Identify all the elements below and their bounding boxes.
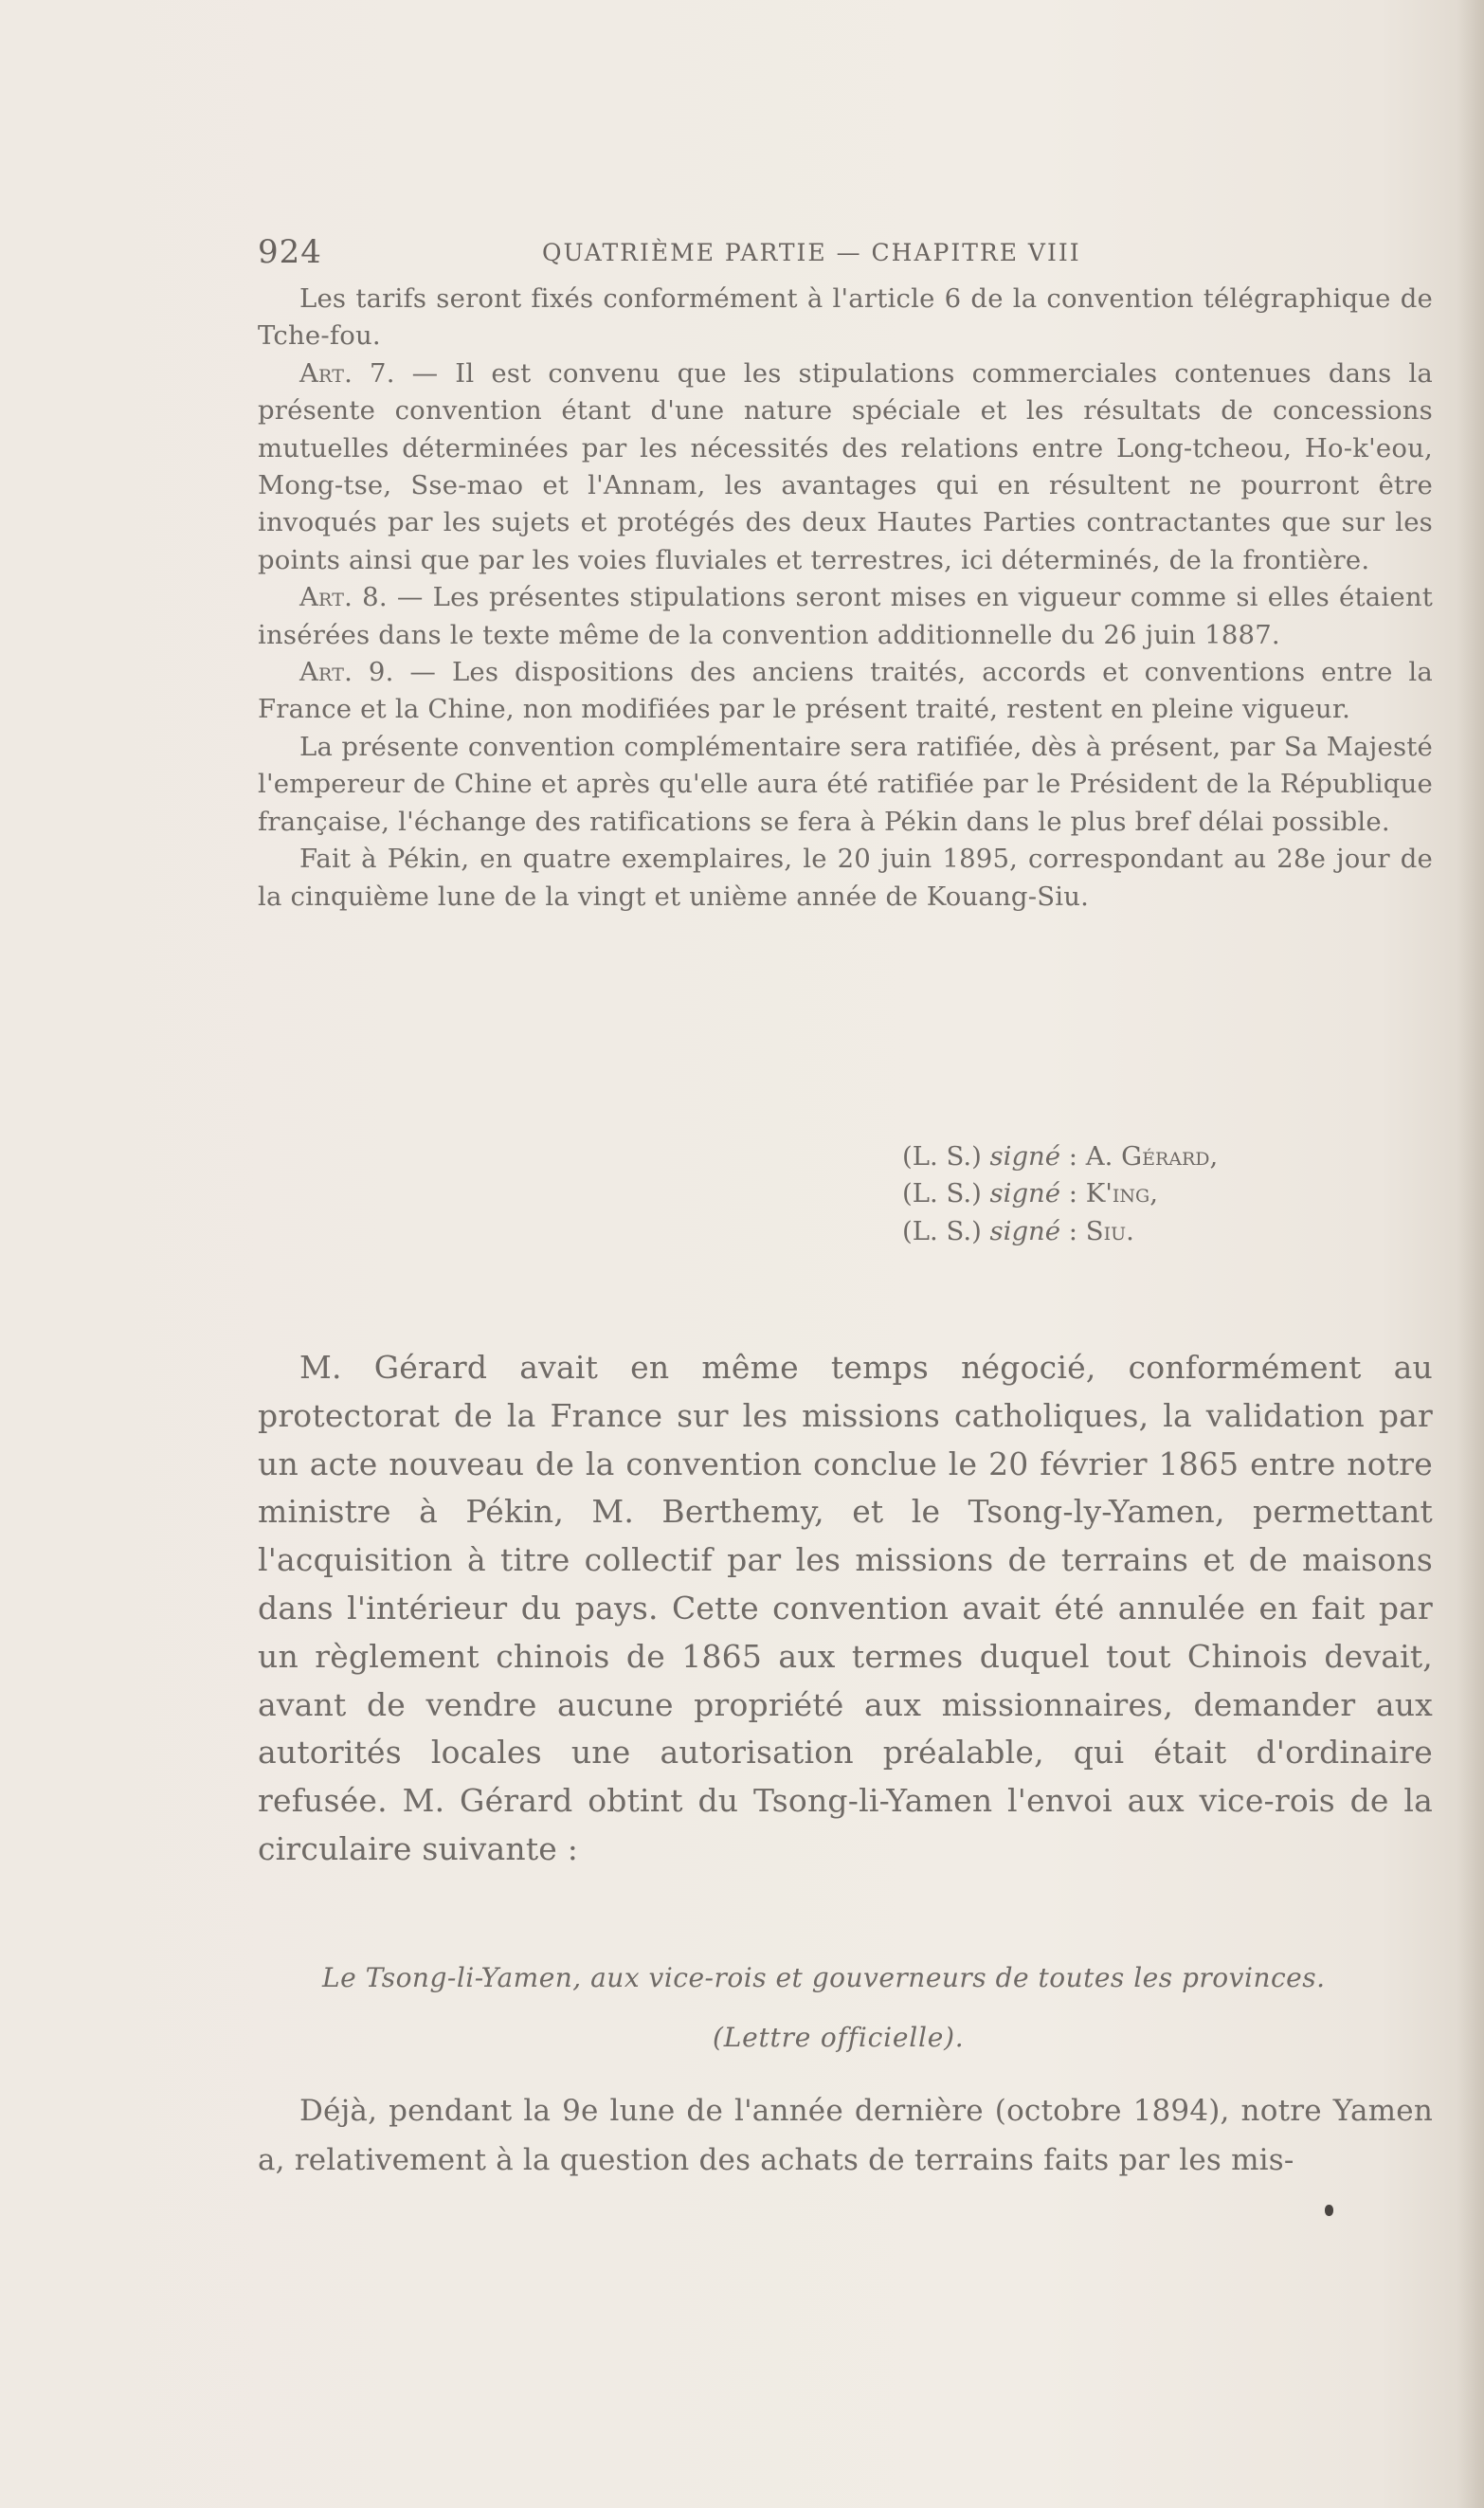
signatory-name: Siu.	[1085, 1215, 1134, 1246]
circular-subtitle: (Lettre officielle).	[713, 2022, 965, 2053]
narrative-paragraph: M. Gérard avait en même temps négocié, conformément au protectorat de la France sur les missions catholiques, la validation par un acte nouveau de la convention conclue le 20 février 1865 entre notre ministre à Pékin, M. Berthemy, et le Tsong-ly-Yamen, permettant l'acquisition à titre collectif par les missions de terrains et de maisons dans l'intérieur du pays. Cette convention avait été annulée en fait par un règlement chinois de 1865 aux termes duquel tout Chinois devait, avant de vendre aucune propriété aux missionnaires, demander aux autorités locales une autorisation préalable, qui était d'ordinaire refusée. M. Gérard obtint du Tsong-li-Yamen l'envoi aux vice-rois de la circulaire suivante :	[258, 1349, 1433, 1867]
signe-label: signé	[989, 1178, 1061, 1209]
signe-label: signé	[989, 1141, 1061, 1172]
treaty-paragraph-ratification: La présente convention complémentaire sera ratifiée, dès à présent, par Sa Majesté l'empereur de Chine et après qu'elle aura été ratifiée par le Président de la République française, l'échange des ratifications se fera à Pékin dans le plus bref délai possible.	[258, 731, 1433, 837]
circular-title: Le Tsong-li-Yamen, aux vice-rois et gouverneurs de toutes les provinces.	[322, 1962, 1326, 1993]
article-9-label: Art. 9.	[299, 657, 394, 688]
treaty-paragraph-fait: Fait à Pékin, en quatre exemplaires, le 20 juin 1895, correspondant au 28e jour de la cinquième lune de la vingt et unième année de Kouang-Siu.	[258, 844, 1433, 912]
treaty-paragraph-tarifs: Les tarifs seront fixés conformément à l'article 6 de la convention télégraphique de Tche-fou.	[258, 283, 1433, 352]
seal-mark: (L. S.)	[902, 1141, 990, 1172]
signature-line	[902, 1138, 1218, 1175]
signature-separator: :	[1060, 1178, 1086, 1209]
article-9-text: — Les dispositions des anciens traités, accords et conventions entre la France et la Chine, non modifiées par le présent traité, restent en pleine vigueur.	[258, 657, 1434, 725]
book-spine-shadow	[1457, 0, 1484, 2508]
treaty-text	[258, 281, 1433, 916]
article-7-label: Art. 7.	[299, 357, 395, 389]
signature-line	[902, 1175, 1218, 1212]
article-7	[258, 355, 1433, 579]
article-7-text: — Il est convenu que les stipulations commerciales contenues dans la présente convention étant d'une nature spéciale et les résultats de concessions mutuelles déterminées par les nécessités des relations entre Long-tcheou, Ho-k'eou, Mong-tse, Sse-mao et l'Annam, les avantages qui en résultent ne pourront être invoqués par les sujets et protégés des deux Hautes Parties contractantes que sur les points ainsi que par les voies fluviales et terrestres, ici déterminés, de la frontière.	[258, 357, 1433, 575]
signatory-name: A. Gérard,	[1085, 1141, 1219, 1172]
running-head: QUATRIÈME PARTIE — CHAPITRE VIII	[542, 239, 1081, 266]
signature-separator: :	[1060, 1141, 1086, 1172]
article-8-label: Art. 8.	[299, 582, 388, 613]
article-8-text: — Les présentes stipulations seront mises en vigueur comme si elles étaient insérées dans le texte même de la convention additionnelle du 26 juin 1887.	[258, 582, 1433, 650]
printer-mark-icon	[1325, 2205, 1333, 2216]
narrative-text	[258, 1344, 1433, 1874]
signature-separator: :	[1060, 1215, 1086, 1246]
signatory-name: K'ing,	[1085, 1178, 1158, 1209]
page-number: 924	[258, 233, 322, 271]
circular-paragraph: Déjà, pendant la 9e lune de l'année dernière (octobre 1894), notre Yamen a, relativement à la question des achats de terrains faits par les mis-	[258, 2094, 1433, 2177]
signature-block	[902, 1138, 1218, 1250]
seal-mark: (L. S.)	[902, 1178, 990, 1209]
seal-mark: (L. S.)	[902, 1215, 990, 1246]
page-header	[258, 233, 1433, 271]
signe-label: signé	[989, 1215, 1061, 1246]
signature-line	[902, 1213, 1218, 1250]
article-8	[258, 579, 1433, 654]
circular-text	[258, 2086, 1433, 2185]
article-9	[258, 654, 1433, 729]
